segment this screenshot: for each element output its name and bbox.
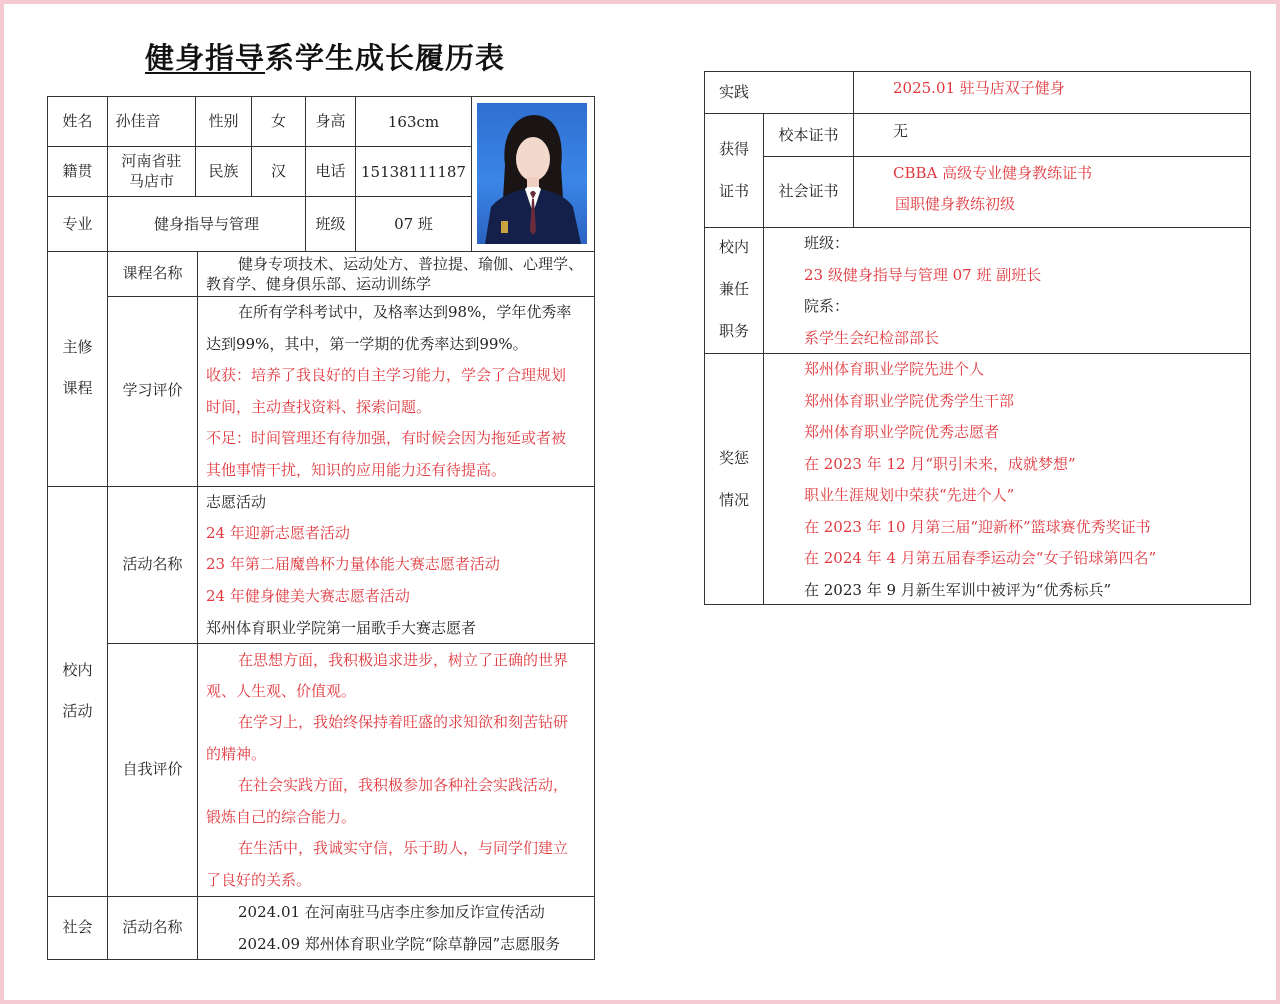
campus-label-1: 校内 [62, 661, 93, 679]
school-cert-label: 校本证书 [778, 126, 839, 144]
duty-class-value: 23 级健身指导与管理 07 班 副班长 [804, 266, 1042, 284]
social-activity-label: 活动名称 [122, 918, 183, 936]
duty-class-label: 班级： [804, 234, 850, 252]
practice-label: 实践 [718, 83, 749, 101]
award-item: 郑州体育职业学院先进个人 [804, 360, 985, 378]
self-eval-line: 锻炼自己的综合能力。 [206, 808, 357, 826]
origin-label: 籍贯 [62, 162, 93, 180]
title-rest: 系学生成长履历表 [265, 41, 506, 75]
origin-value-line2: 马店市 [128, 172, 174, 190]
title-underlined: 健身指导 [145, 41, 266, 75]
course-list-line1: 健身专项技术、运动处方、普拉提、瑜伽、心理学、 [238, 255, 584, 273]
study-gain-line2: 时间，主动查找资料、探索问题。 [206, 398, 432, 416]
duty-label-1: 校内 [718, 238, 749, 256]
major-course-label-2: 课程 [62, 379, 93, 397]
duty-dept-value: 系学生会纪检部部长 [804, 329, 940, 347]
self-eval-line: 在社会实践方面，我积极参加各种社会实践活动， [238, 776, 569, 794]
major-course-label-1: 主修 [62, 338, 93, 356]
height-label: 身高 [315, 112, 346, 130]
award-item: 郑州体育职业学院优秀志愿者 [804, 423, 1000, 441]
name-value: 孙佳音 [115, 112, 161, 130]
course-name-label: 课程名称 [122, 264, 183, 282]
self-eval-line: 在思想方面，我积极追求进步，树立了正确的世界 [238, 651, 569, 669]
social-label: 社会 [62, 918, 93, 936]
study-lack-line1: 不足：时间管理还有待加强，有时候会因为拖延或者被 [206, 429, 567, 447]
duty-dept-label: 院系： [804, 297, 850, 315]
campus-activity-item: 24 年健身健美大赛志愿者活动 [206, 587, 410, 605]
duty-label-2: 兼任 [718, 280, 749, 298]
gender-label: 性别 [208, 112, 239, 130]
self-eval-label: 自我评价 [122, 760, 183, 778]
class-label: 班级 [315, 215, 346, 233]
phone-label: 电话 [315, 162, 346, 180]
award-item: 在 2023 年 9 月新生军训中被评为“优秀标兵” [804, 581, 1112, 599]
duty-label-3: 职务 [718, 322, 749, 340]
ethnicity-label: 民族 [208, 162, 239, 180]
award-item: 在 2023 年 12 月“职引未来，成就梦想” [804, 455, 1076, 473]
name-label: 姓名 [62, 112, 93, 130]
award-label-2: 情况 [718, 491, 749, 509]
major-label: 专业 [62, 215, 93, 233]
origin-value-line1: 河南省驻 [121, 152, 182, 170]
study-lack-line2: 其他事情干扰，知识的应用能力还有待提高。 [206, 461, 507, 479]
campus-label-2: 活动 [62, 702, 93, 720]
student-photo [477, 103, 587, 244]
social-activity-item: 2024.01 在河南驻马店李庄参加反诈宣传活动 [238, 903, 545, 921]
study-gain-line1: 收获：培养了我良好的自主学习能力，学会了合理规划 [206, 366, 567, 384]
campus-activity-item: 志愿活动 [206, 493, 267, 511]
study-eval-line2: 达到99%，其中，第一学期的优秀率达到99%。 [206, 335, 528, 353]
award-item: 在 2024 年 4 月第五届春季运动会“女子铅球第四名” [804, 549, 1157, 567]
self-eval-line: 在学习上，我始终保持着旺盛的求知欲和刻苦钻研 [238, 713, 569, 731]
page-title [145, 36, 505, 77]
award-item: 职业生涯规划中荣获“先进个人” [804, 486, 1015, 504]
self-eval-line: 的精神。 [206, 745, 267, 763]
cert-label-1: 获得 [718, 140, 749, 158]
award-label-1: 奖惩 [718, 449, 749, 467]
class-value: 07 班 [394, 215, 433, 233]
study-eval-line1: 在所有学科考试中，及格率达到98%，学年优秀率 [238, 303, 572, 321]
ethnicity-value: 汉 [270, 162, 286, 180]
course-list-line2: 教育学、健身俱乐部、运动训练学 [206, 275, 432, 293]
campus-activity-item: 郑州体育职业学院第一届歌手大赛志愿者 [206, 619, 477, 637]
study-eval-label: 学习评价 [122, 381, 183, 399]
social-cert-label: 社会证书 [778, 182, 839, 200]
self-eval-line: 了良好的关系。 [206, 871, 312, 889]
practice-value: 2025.01 驻马店双子健身 [893, 79, 1065, 97]
campus-activity-item: 24 年迎新志愿者活动 [206, 524, 350, 542]
social-cert-item: CBBA 高级专业健身教练证书 [893, 164, 1093, 182]
major-value: 健身指导与管理 [153, 215, 259, 233]
campus-activity-label: 活动名称 [122, 555, 183, 573]
student-portrait-icon [477, 103, 587, 244]
campus-activity-item: 23 年第二届魔兽杯力量体能大赛志愿者活动 [206, 555, 500, 573]
phone-value: 15138111187 [361, 163, 466, 181]
social-cert-item: 国职健身教练初级 [895, 195, 1016, 213]
gender-value: 女 [270, 112, 286, 130]
cert-label-2: 证书 [718, 182, 749, 200]
height-value: 163cm [387, 113, 440, 131]
school-cert-value: 无 [893, 122, 909, 140]
self-eval-line: 观、人生观、价值观。 [206, 682, 357, 700]
award-item: 在 2023 年 10 月第三届“迎新杯”篮球赛优秀奖证书 [804, 518, 1151, 536]
social-activity-item: 2024.09 郑州体育职业学院“除草静园”志愿服务 [238, 935, 561, 953]
self-eval-line: 在生活中，我诚实守信，乐于助人，与同学们建立 [238, 839, 569, 857]
award-item: 郑州体育职业学院优秀学生干部 [804, 392, 1015, 410]
